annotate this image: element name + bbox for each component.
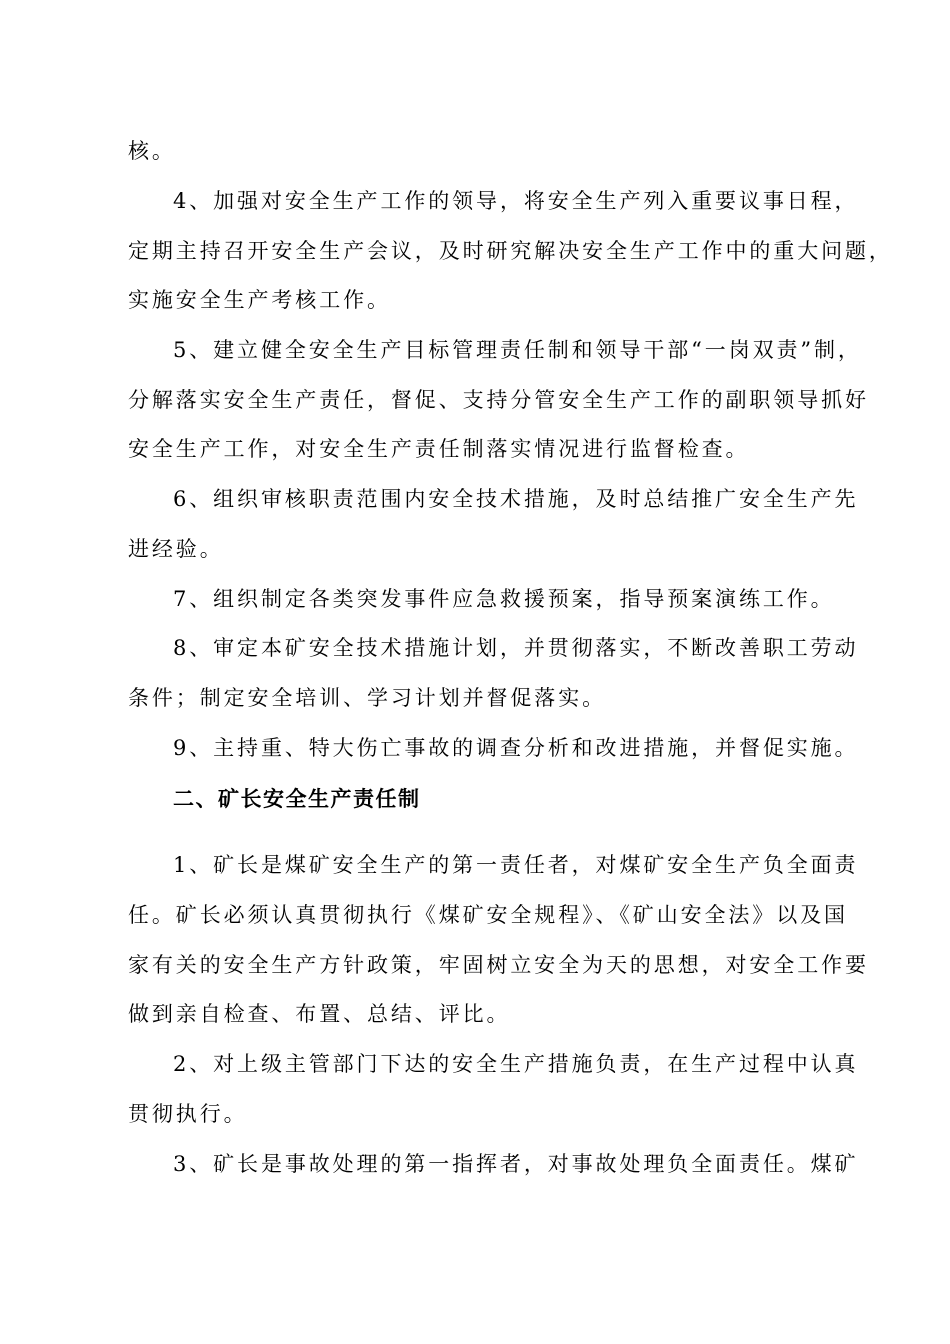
paragraph-9-line: 9、主持重、特大伤亡事故的调查分析和改进措施，并督促实施。 <box>173 736 859 760</box>
text-line: 定期主持召开安全生产会议，及时研究解决安全生产工作中的重大问题， <box>128 239 893 263</box>
text-line: 条件；制定安全培训、学习计划并督促落实。 <box>128 686 606 710</box>
text-line: 实施安全生产考核工作。 <box>128 288 391 312</box>
text-line: 贯彻执行。 <box>128 1102 248 1126</box>
paragraph-4-line: 4、加强对安全生产工作的领导，将安全生产列入重要议事日程， <box>173 189 859 213</box>
paragraph-2-line: 2、对上级主管部门下达的安全生产措施负责，在生产过程中认真 <box>173 1052 859 1076</box>
section-heading: 二、矿长安全生产责任制 <box>173 786 421 811</box>
paragraph-7-line: 7、组织制定各类突发事件应急救援预案，指导预案演练工作。 <box>173 587 835 611</box>
paragraph-1-line: 1、矿长是煤矿安全生产的第一责任者，对煤矿安全生产负全面责 <box>173 853 859 877</box>
text-line: 安全生产工作，对安全生产责任制落实情况进行监督检查。 <box>128 437 750 461</box>
text-line: 家有关的安全生产方针政策，牢固树立安全为天的思想，对安全工作要 <box>128 953 869 977</box>
paragraph-6-line: 6、组织审核职责范围内安全技术措施，及时总结推广安全生产先 <box>173 487 859 511</box>
text-line: 分解落实安全生产责任，督促、支持分管安全生产工作的副职领导抓好 <box>128 388 869 412</box>
text-line: 核。 <box>128 139 176 163</box>
paragraph-5-line: 5、建立健全安全生产目标管理责任制和领导干部“一岗双责”制， <box>173 338 862 362</box>
paragraph-3-line: 3、矿长是事故处理的第一指挥者，对事故处理负全面责任。煤矿 <box>173 1152 859 1176</box>
paragraph-8-line: 8、审定本矿安全技术措施计划，并贯彻落实，不断改善职工劳动 <box>173 636 859 660</box>
text-line: 做到亲自检查、布置、总结、评比。 <box>128 1002 511 1026</box>
text-line: 任。矿长必须认真贯彻执行《煤矿安全规程》、《矿山安全法》以及国 <box>128 903 848 927</box>
text-line: 进经验。 <box>128 537 224 561</box>
